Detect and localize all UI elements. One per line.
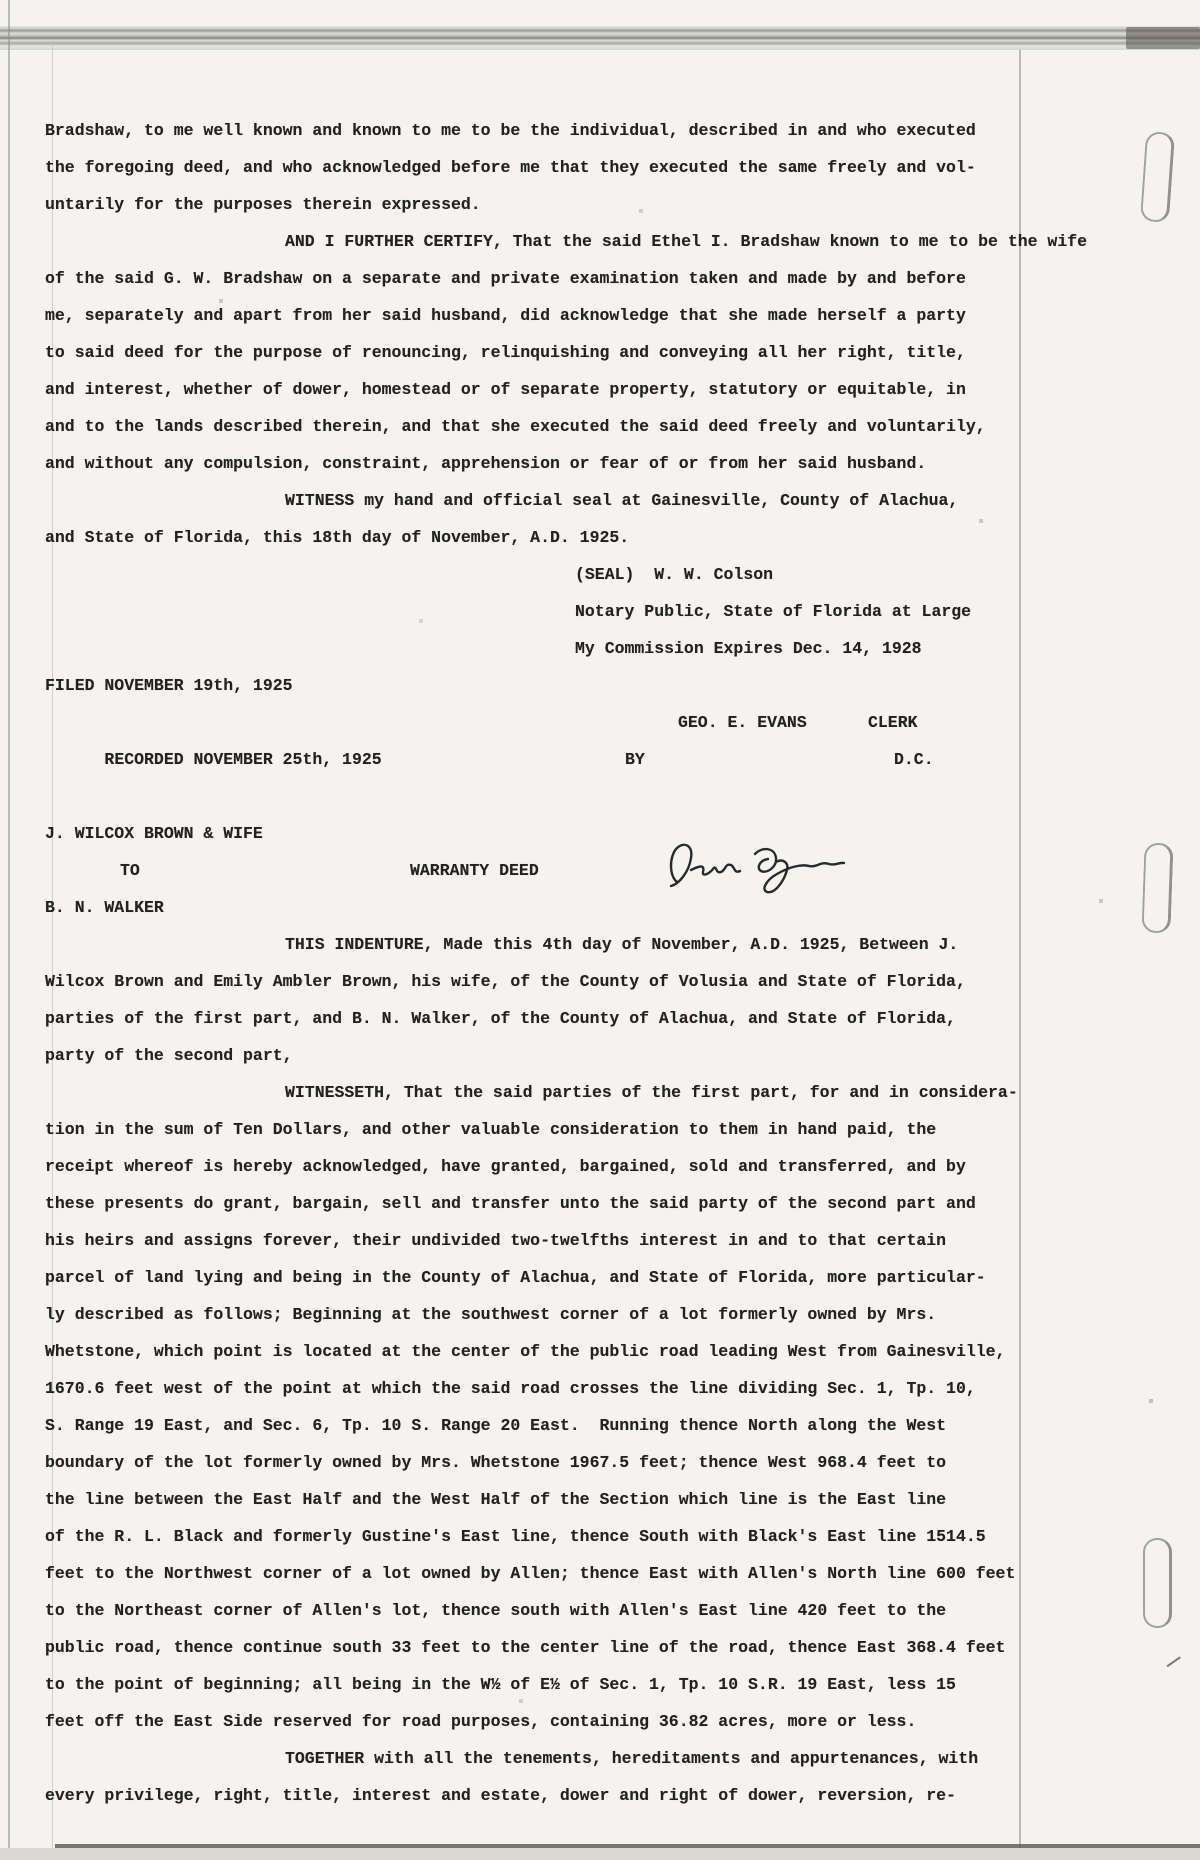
clerk-title: CLERK xyxy=(868,713,918,732)
text-line: of the R. L. Black and formerly Gustine's East line, thence South with Black's East line 1514.5 xyxy=(45,1527,986,1546)
text-line: the foregoing deed, and who acknowledged before me that they executed the same freely and vol- xyxy=(45,158,976,177)
together-paragraph-start: TOGETHER with all the tenements, hereditaments and appurtenances, with xyxy=(285,1749,979,1768)
text-line: and to the lands described therein, and that she executed the said deed freely and voluntarily, xyxy=(45,417,986,436)
page-bottom-margin xyxy=(0,1848,1200,1860)
deputy-title: D.C. xyxy=(894,750,934,769)
paper-specks xyxy=(0,0,2,2)
witness-paragraph-start: WITNESS my hand and official seal at Gainesville, County of Alachua, xyxy=(285,491,959,510)
text-line: receipt whereof is hereby acknowledged, have granted, bargained, sold and transferred, and by xyxy=(45,1157,966,1176)
text-line: of the said G. W. Bradshaw on a separate and private examination taken and made by and before xyxy=(45,269,966,288)
page-edge-left-line xyxy=(8,0,10,1860)
text-line: and interest, whether of dower, homestead or of separate property, statutory or equitable, in xyxy=(45,380,966,399)
text-line: 1670.6 feet west of the point at which the said road crosses the line dividing Sec. 1, Tp. 10, xyxy=(45,1379,976,1398)
instrument-title: WARRANTY DEED xyxy=(410,861,539,880)
certify-paragraph-start: AND I FURTHER CERTIFY, That the said Ethel I. Bradshaw known to me to be the wife xyxy=(285,232,1088,251)
text-line: Bradshaw, to me well known and known to me to be the individual, described in and who executed xyxy=(45,121,976,140)
document-text xyxy=(45,112,1195,1814)
text-line: to the Northeast corner of Allen's lot, thence south with Allen's East line 420 feet to the xyxy=(45,1601,947,1620)
notary-title-line: Notary Public, State of Florida at Large xyxy=(575,602,972,621)
text-line: and State of Florida, this 18th day of November, A.D. 1925. xyxy=(45,528,630,547)
text-line: his heirs and assigns forever, their undivided two-twelfths interest in and to that certain xyxy=(45,1231,947,1250)
scan-artifact-top-band xyxy=(0,26,1200,50)
text-line: feet off the East Side reserved for road purposes, containing 36.82 acres, more or less. xyxy=(45,1712,917,1731)
text-line: me, separately and apart from her said husband, did acknowledge that she made herself a party xyxy=(45,306,966,325)
text-line: the line between the East Half and the West Half of the Section which line is the East line xyxy=(45,1490,947,1509)
caption-middle xyxy=(45,852,1195,889)
text-line: parties of the first part, and B. N. Walker, of the County of Alachua, and State of Florida, xyxy=(45,1009,956,1028)
text-line: and without any compulsion, constraint, apprehension or fear of or from her said husband. xyxy=(45,454,927,473)
text-line: to said deed for the purpose of renouncing, relinquishing and conveying all her right, title, xyxy=(45,343,966,362)
caption-grantee: B. N. WALKER xyxy=(45,898,164,917)
text-line: tion in the sum of Ten Dollars, and other valuable consideration to them in hand paid, the xyxy=(45,1120,937,1139)
text-line: S. Range 19 East, and Sec. 6, Tp. 10 S. Range 20 East. Running thence North along the West xyxy=(45,1416,947,1435)
blank-line xyxy=(45,778,1195,815)
recorded-date: RECORDED NOVEMBER 25th, 1925 xyxy=(104,750,382,769)
text-line: public road, thence continue south 33 feet to the center line of the road, thence East 368.4 feet xyxy=(45,1638,1006,1657)
text-line: every privilege, right, title, interest and estate, dower and right of dower, reversion, re- xyxy=(45,1786,956,1805)
text-line: parcel of land lying and being in the County of Alachua, and State of Florida, more particular- xyxy=(45,1268,986,1287)
text-line: ly described as follows; Beginning at the southwest corner of a lot formerly owned by Mrs. xyxy=(45,1305,937,1324)
notary-commission-line: My Commission Expires Dec. 14, 1928 xyxy=(575,639,922,658)
notary-seal-line: (SEAL) W. W. Colson xyxy=(575,565,774,584)
text-line: these presents do grant, bargain, sell and transfer unto the said party of the second part and xyxy=(45,1194,976,1213)
text-line: Whetstone, which point is located at the center of the public road leading West from Gainesville, xyxy=(45,1342,1006,1361)
indenture-paragraph-start: THIS INDENTURE, Made this 4th day of November, A.D. 1925, Between J. xyxy=(285,935,959,954)
witnesseth-paragraph-start: WITNESSETH, That the said parties of the first part, for and in considera- xyxy=(285,1083,1018,1102)
by-label: BY xyxy=(625,750,645,769)
text-line: to the point of beginning; all being in the W½ of E½ of Sec. 1, Tp. 10 S.R. 19 East, less 15 xyxy=(45,1675,956,1694)
caption-to-label: TO xyxy=(120,861,140,880)
filed-stamp-line: FILED NOVEMBER 19th, 1925 xyxy=(45,676,293,695)
scan-artifact-top-right-smudge xyxy=(1126,27,1200,49)
deputy-clerk-line xyxy=(45,741,1195,778)
caption-grantor: J. WILCOX BROWN & WIFE xyxy=(45,824,263,843)
text-line: Wilcox Brown and Emily Ambler Brown, his wife, of the County of Volusia and State of Florida, xyxy=(45,972,966,991)
text-line: untarily for the purposes therein expressed. xyxy=(45,195,481,214)
text-line: boundary of the lot formerly owned by Mrs. Whetstone 1967.5 feet; thence West 968.4 feet to xyxy=(45,1453,947,1472)
clerk-name: GEO. E. EVANS xyxy=(678,713,807,732)
text-line: feet to the Northwest corner of a lot owned by Allen; thence East with Allen's North line 600 feet xyxy=(45,1564,1016,1583)
text-line: party of the second part, xyxy=(45,1046,293,1065)
